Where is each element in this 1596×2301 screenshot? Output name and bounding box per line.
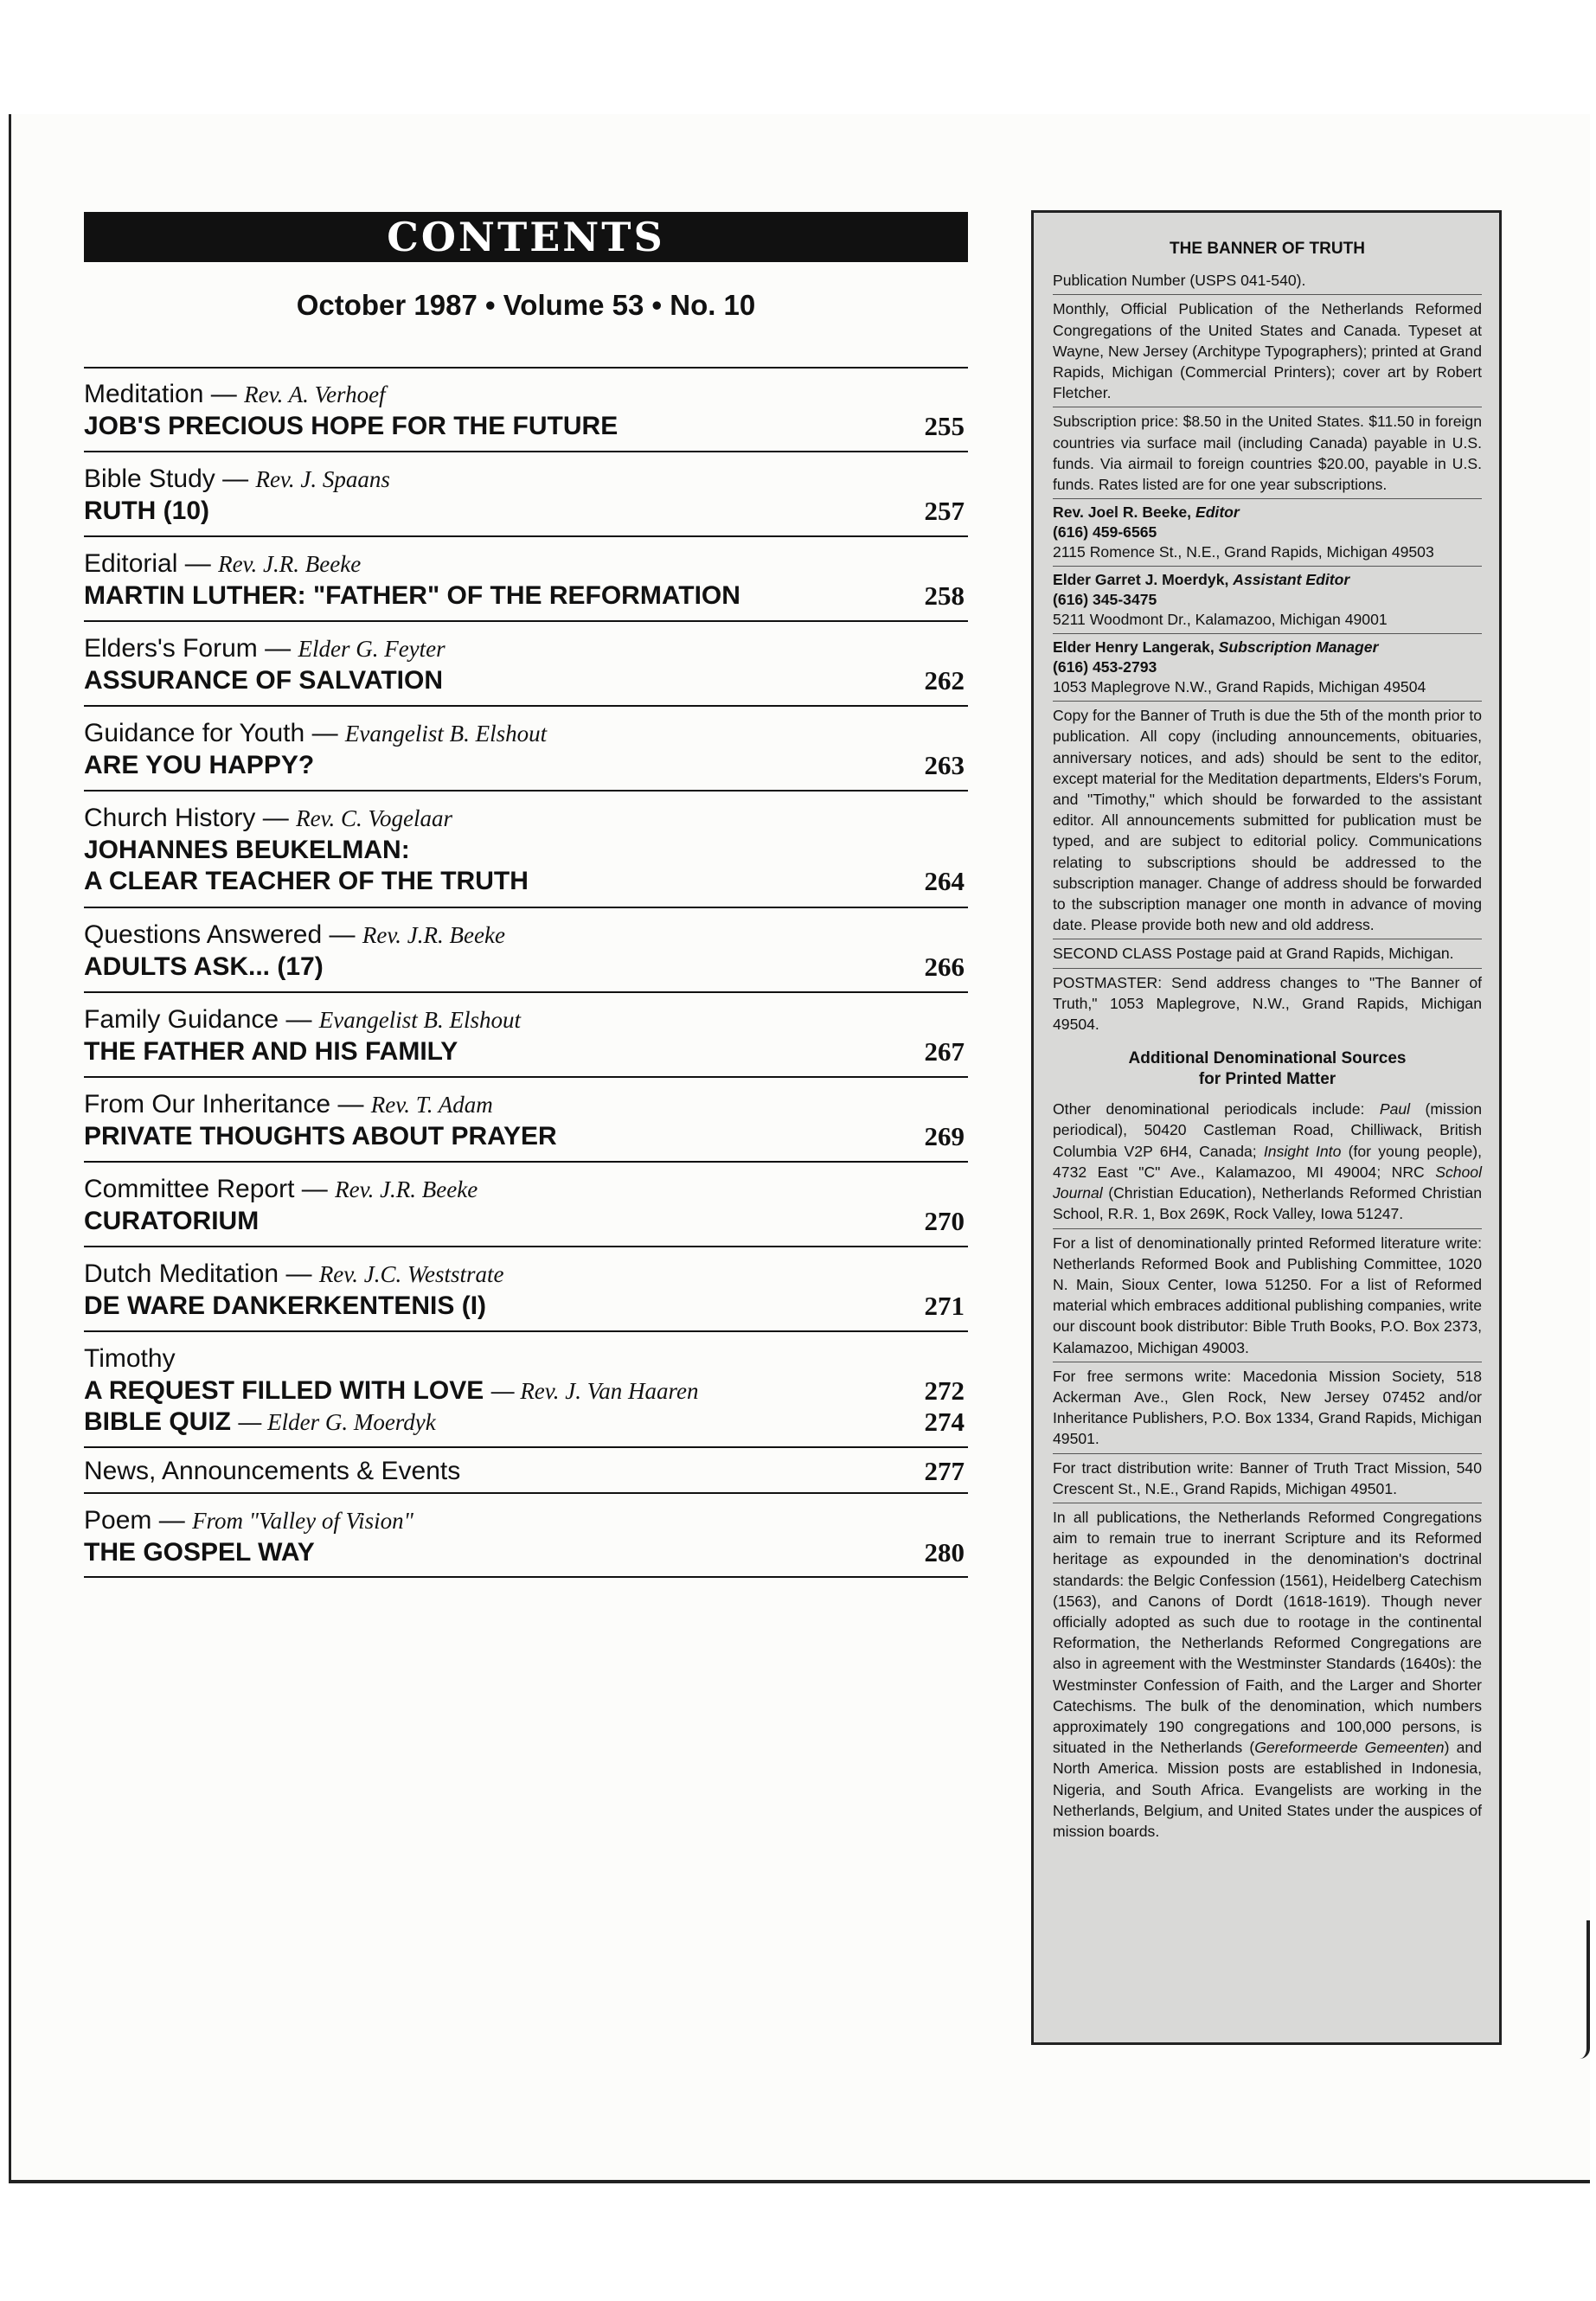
entry-author: Elder G. Feyter — [298, 636, 445, 662]
entry-category: Guidance for Youth — [84, 719, 305, 747]
copy-deadline-notice: Copy for the Banner of Truth is due the 5th of the month prior to publication. All copy (including announcements, obituaries, anniversary notices, and ads) should be sent to the editor, except material for the Meditation departments, Elders's Forum, and "Timothy," which should be forwarded to the assistant editor. All announcements submitted for publication must be typed, and are subject to editorial policy. Communications relating to subscriptions should be addressed to the subscription manager. Change of address should be forwarded to the subscription manager one month in advance of moving date. Please provide both new and old address. — [1053, 705, 1482, 939]
entry-author: Evangelist B. Elshout — [344, 721, 548, 747]
toc-entry-poem: Poem — From "Valley of Vision" THE GOSPEL WAY 280 — [84, 1506, 965, 1567]
entry-title-cont[interactable]: A CLEAR TEACHER OF THE TRUTH — [84, 867, 529, 895]
divider — [84, 1246, 968, 1247]
entry-category: Meditation — [84, 380, 204, 408]
entry-page: 270 — [924, 1206, 965, 1236]
entry-page: 274 — [924, 1407, 965, 1437]
entry-title[interactable]: ADULTS ASK... (17) — [84, 952, 324, 981]
postmaster-notice: POSTMASTER: Send address changes to "The Banner of Truth," 1053 Maplegrove, N.W., Grand Rapids, Michigan 49504. — [1053, 973, 1482, 1034]
entry-title[interactable]: JOHANNES BEUKELMAN: — [84, 836, 410, 864]
entry-category: Dutch Meditation — [84, 1259, 279, 1288]
entry-title[interactable]: BIBLE QUIZ — [84, 1407, 231, 1436]
divider — [84, 790, 968, 792]
entry-category: From Our Inheritance — [84, 1090, 331, 1118]
entry-category: Questions Answered — [84, 920, 323, 949]
entry-title[interactable]: ARE YOU HAPPY? — [84, 751, 315, 779]
entry-author: Rev. C. Vogelaar — [296, 805, 453, 831]
entry-page: 263 — [924, 750, 965, 780]
entry-title[interactable]: MARTIN LUTHER: "FATHER" OF THE REFORMATION — [84, 581, 740, 610]
other-periodicals: Other denominational periodicals include: Paul (mission periodical), 50420 Castleman Road, Chilliwack, British Columbia V2P 6H4, Canada; Insight Into (for young people), 4732 East "C" Ave., Kalamazoo, MI 49004; NRC School Journal (Christian Education), Netherlands Reformed Christian School, R.R. 1, Box 269K, Rock Valley, Iowa 51247. — [1053, 1099, 1482, 1228]
literature-sources: For a list of denominationally printed Reformed literature write: Netherlands Reformed Book and Publishing Committee, 1020 N. Main, Sioux Center, Iowa 51250. For a list of Reformed material which embraces additional publishing companies, write our discount book distributor: Bible Truth Books, P.O. Box 2373, Kalamazoo, Michigan 49003. — [1053, 1233, 1482, 1362]
entry-title[interactable]: ASSURANCE OF SALVATION — [84, 666, 444, 695]
entry-category: Poem — [84, 1506, 152, 1535]
divider — [84, 1576, 968, 1578]
masthead-info-box — [1031, 210, 1502, 2045]
divider — [84, 1161, 968, 1163]
toc-entry-editorial: Editorial — Rev. J.R. Beeke MARTIN LUTHER: "FATHER" OF THE REFORMATION 258 — [84, 549, 965, 611]
assistant-editor-contact: Elder Garret J. Moerdyk, Assistant Editor (616) 345-3475 5211 Woodmont Dr., Kalamazoo, Michigan 49001 — [1053, 570, 1482, 634]
doctrinal-statement: In all publications, the Netherlands Reformed Congregations aim to remain true to inerrant Scripture and its Reformed heritage as expounded in the denomination's doctrinal standards: the Belgic Confession (1561), Heidelberg Catechism (1563), and Canons of Dordt (1618-1619). Though never officially adopted as such due to rootage in the continental Reformation, the Netherlands Reformed Congregations are also in agreement with the Westminster Standards (1640s): the Westminster Confession of Faith, and the Larger and Shorter Catechisms. The bulk of the denomination, which numbers approximately 190 congregations and 100,000 persons, is situated in the Netherlands (Gereformeerde Gemeenten) and North America. Mission posts are established in Indonesia, Nigeria, and South Africa. Evangelists are working in the Netherlands, Belgium, and United States under the auspices of mission boards. — [1053, 1508, 1482, 1840]
entry-page: 266 — [924, 952, 965, 982]
divider — [84, 1492, 968, 1494]
sources-heading: Additional Denominational Sources for Printed Matter — [1128, 1049, 1407, 1089]
entry-author: Rev. J. Spaans — [255, 466, 390, 492]
entry-author: Evangelist B. Elshout — [318, 1007, 521, 1033]
toc-entry-elders-forum: Elders's Forum — Elder G. Feyter ASSURANCE OF SALVATION 262 — [84, 634, 965, 695]
entry-title[interactable]: THE GOSPEL WAY — [84, 1538, 315, 1567]
toc-entry-committee-report: Committee Report — Rev. J.R. Beeke CURATORIUM 270 — [84, 1175, 965, 1236]
issue-date-volume: October 1987 • Volume 53 • No. 10 — [296, 289, 756, 321]
entry-category: Editorial — [84, 549, 178, 578]
divider — [84, 1330, 968, 1332]
monthly-notice: Monthly, Official Publication of the Netherlands Reformed Congregations of the United States and Canada. Typeset at Wayne, New Jersey (Architype Typographers); printed at Grand Rapids, Michigan (Commercial Printers); cover art by Robert Fletcher. — [1053, 298, 1482, 407]
entry-title[interactable]: CURATORIUM — [84, 1207, 260, 1235]
toc-entry-news — [84, 1456, 968, 1487]
divider — [84, 620, 968, 622]
scan-top-margin — [0, 0, 1596, 114]
entry-author: From "Valley of Vision" — [192, 1508, 413, 1534]
second-class-postage: SECOND CLASS Postage paid at Grand Rapids, Michigan. — [1053, 943, 1482, 968]
entry-page: 271 — [924, 1291, 965, 1321]
entry-title[interactable]: JOB'S PRECIOUS HOPE FOR THE FUTURE — [84, 412, 619, 440]
divider — [84, 1076, 968, 1078]
toc-entry-guidance-for-youth: Guidance for Youth — Evangelist B. Elshout ARE YOU HAPPY? 263 — [84, 719, 965, 780]
entry-page: 280 — [924, 1537, 965, 1567]
entry-author: Rev. T. Adam — [370, 1092, 493, 1118]
toc-entry-church-history: Church History — Rev. C. Vogelaar JOHANNES BEUKELMAN: A CLEAR TEACHER OF THE TRUTH 264 — [84, 804, 965, 896]
entry-author: Elder G. Moerdyk — [267, 1409, 436, 1435]
publication-number: Publication Number (USPS 041-540). — [1053, 270, 1482, 295]
entry-author: Rev. J. Van Haaren — [520, 1378, 699, 1404]
entry-title[interactable]: THE FATHER AND HIS FAMILY — [84, 1037, 458, 1066]
entry-page: 262 — [924, 665, 965, 695]
entry-category: Timothy — [84, 1344, 176, 1373]
toc-entry-dutch-meditation: Dutch Meditation — Rev. J.C. Weststrate DE WARE DANKERKENTENIS (I) 271 — [84, 1259, 965, 1321]
entry-title[interactable]: PRIVATE THOUGHTS ABOUT PRAYER — [84, 1122, 557, 1150]
entry-page: 272 — [924, 1375, 965, 1406]
entry-page: 267 — [924, 1036, 965, 1067]
editor-contact: Rev. Joel R. Beeke, Editor (616) 459-6565 2115 Romence St., N.E., Grand Rapids, Michigan 49503 — [1053, 503, 1482, 567]
free-sermons: For free sermons write: Macedonia Mission Society, 518 Ackerman Ave., Glen Rock, New Jersey 07452 and/or Inheritance Publishers, P.O. Box 1334, Grand Rapids, Michigan 49501. — [1053, 1366, 1482, 1454]
entry-page: 277 — [924, 1456, 965, 1486]
toc-entry-bible-study: Bible Study — Rev. J. Spaans RUTH (10) 257 — [84, 465, 965, 526]
toc-entry-timothy: Timothy A REQUEST FILLED WITH LOVE — Rev. J. Van Haaren 272 BIBLE QUIZ — Elder G. Moerdyk 274 — [84, 1344, 965, 1437]
divider — [84, 991, 968, 993]
tract-distribution: For tract distribution write: Banner of Truth Tract Mission, 540 Crescent St., N.E., Grand Rapids, Michigan 49501. — [1053, 1458, 1482, 1503]
entry-title[interactable]: A REQUEST FILLED WITH LOVE — [84, 1376, 484, 1405]
entry-author: Rev. J.R. Beeke — [362, 922, 505, 948]
divider — [84, 1446, 968, 1448]
entry-category: Committee Report — [84, 1175, 295, 1203]
subscription-manager-contact: Elder Henry Langerak, Subscription Manager (616) 453-2793 1053 Maplegrove N.W., Grand Rapids, Michigan 49504 — [1053, 638, 1482, 702]
entry-page: 258 — [924, 580, 965, 611]
entry-author: Rev. J.R. Beeke — [218, 551, 362, 577]
masthead-heading: THE BANNER OF TRUTH — [1170, 240, 1365, 258]
entry-category: Church History — [84, 804, 256, 832]
entry-author: Rev. J.C. Weststrate — [318, 1261, 504, 1287]
divider — [84, 907, 968, 908]
divider — [84, 451, 968, 452]
toc-entry-questions-answered: Questions Answered — Rev. J.R. Beeke ADULTS ASK... (17) 266 — [84, 920, 965, 982]
toc-entry-family-guidance: Family Guidance — Evangelist B. Elshout THE FATHER AND HIS FAMILY 267 — [84, 1005, 965, 1067]
entry-author: Rev. J.R. Beeke — [335, 1176, 478, 1202]
divider — [84, 535, 968, 537]
entry-category[interactable]: News, Announcements & Events — [84, 1457, 461, 1485]
entry-page: 264 — [924, 866, 965, 896]
entry-page: 255 — [924, 411, 965, 441]
entry-title[interactable]: RUTH (10) — [84, 497, 210, 525]
divider — [84, 367, 968, 369]
entry-category: Family Guidance — [84, 1005, 279, 1034]
entry-category: Elders's Forum — [84, 634, 258, 663]
toc-entry-meditation: Meditation — Rev. A. Verhoef JOB'S PRECIOUS HOPE FOR THE FUTURE 255 — [84, 380, 965, 441]
entry-title[interactable]: DE WARE DANKERKENTENIS (I) — [84, 1292, 487, 1320]
entry-page: 269 — [924, 1121, 965, 1151]
entry-author: Rev. A. Verhoef — [244, 381, 386, 407]
subscription-price: Subscription price: $8.50 in the United States. $11.50 in foreign countries via surface mail (including Canada) payable in U.S. funds. Via airmail to foreign countries $20.00, payable in U.S. funds. Rates listed are for one year subscriptions. — [1053, 411, 1482, 499]
entry-category: Bible Study — [84, 465, 215, 493]
page-curl — [1576, 1920, 1590, 2059]
contents-banner: CONTENTS — [84, 212, 968, 262]
toc-entry-from-our-inheritance: From Our Inheritance — Rev. T. Adam PRIVATE THOUGHTS ABOUT PRAYER 269 — [84, 1090, 965, 1151]
divider — [84, 705, 968, 707]
entry-page: 257 — [924, 496, 965, 526]
